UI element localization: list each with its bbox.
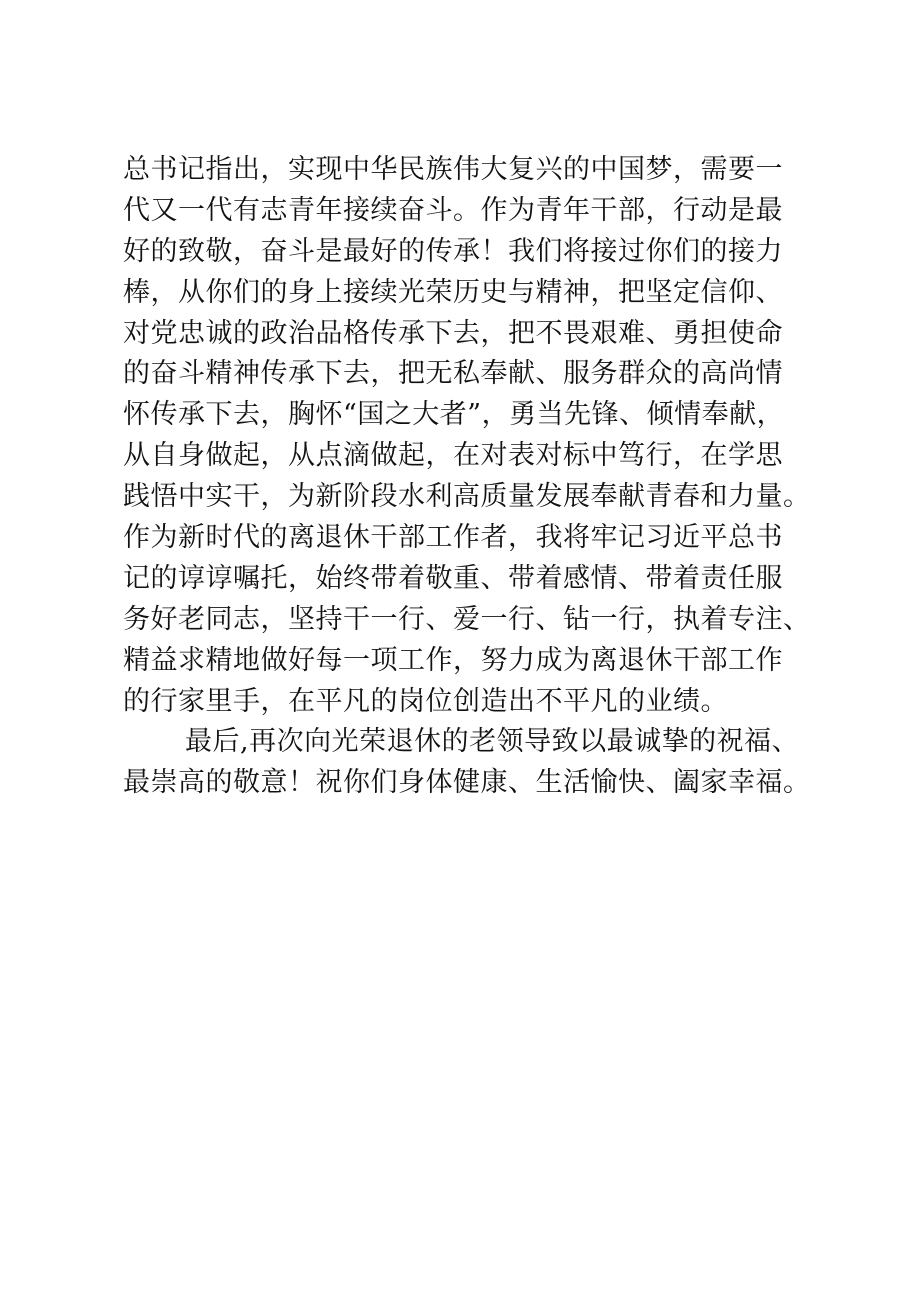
text-line: 最崇高的敬意！祝你们身体健康、生活愉快、阖家幸福。: [123, 767, 811, 799]
text-line: 精益求精地做好每一项工作，努力成为离退休干部工作: [123, 644, 783, 676]
text-line: 代又一代有志青年接续奋斗。作为青年干部，行动是最: [123, 194, 783, 226]
text-line: 的行家里手，在平凡的岗位创造出不平凡的业绩。: [123, 685, 728, 717]
text-line: 践悟中实干，为新阶段水利高质量发展奉献青春和力量。: [123, 481, 811, 513]
text-line: 记的谆谆嘱托，始终带着敬重、带着感情、带着责任服: [123, 562, 783, 594]
text-line: 好的致敬，奋斗是最好的传承！我们将接过你们的接力: [123, 235, 783, 267]
text-line: 的奋斗精神传承下去，把无私奉献、服务群众的高尚情: [123, 358, 783, 390]
text-line: 怀传承下去，胸怀“国之大者”，勇当先锋、倾情奉献，: [123, 399, 785, 431]
text-line: 总书记指出，实现中华民族伟大复兴的中国梦，需要一: [123, 154, 783, 185]
text-line: 务好老同志，坚持干一行、爱一行、钻一行，执着专注、: [123, 603, 811, 635]
body-text: [123, 150, 823, 804]
paragraph-start-line: 最后,再次向光荣退休的老领导致以最诚挚的祝福、: [185, 726, 800, 758]
text-line: 从自身做起，从点滴做起，在对表对标中笃行，在学思: [123, 440, 783, 472]
text-line: 对党忠诚的政治品格传承下去，把不畏艰难、勇担使命: [123, 317, 783, 349]
text-line: 作为新时代的离退休干部工作者，我将牢记习近平总书: [123, 522, 783, 554]
text-line: 棒，从你们的身上接续光荣历史与精神，把坚定信仰、: [123, 276, 783, 308]
